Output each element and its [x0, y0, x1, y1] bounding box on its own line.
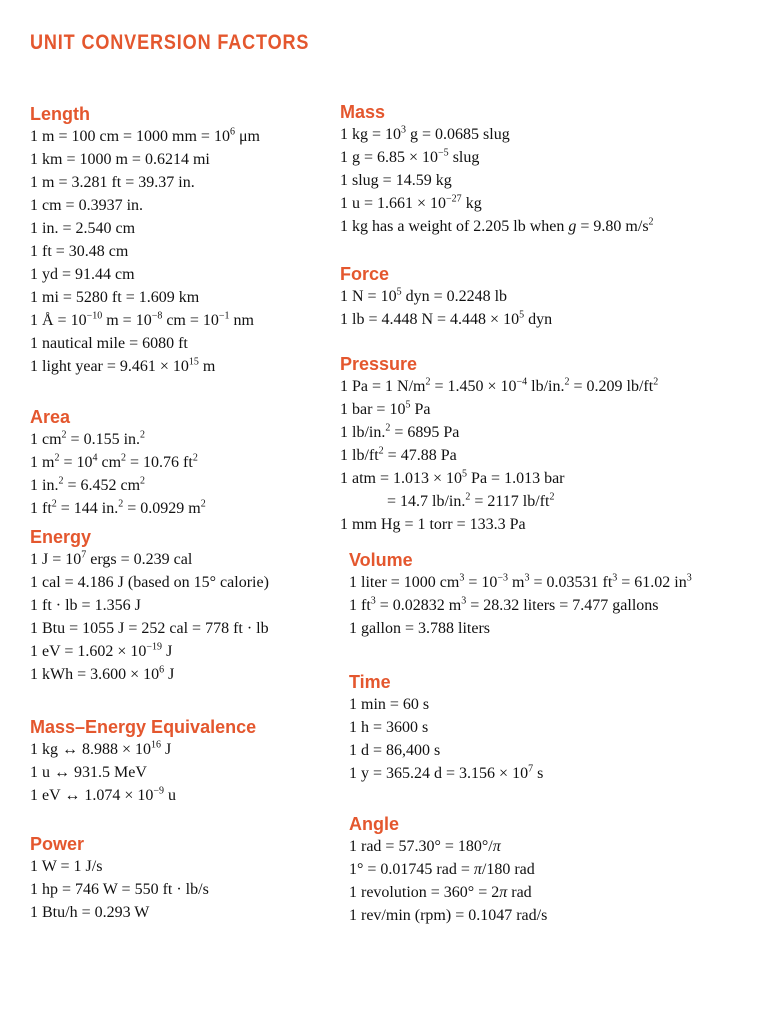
conversion-line: 1 u ↔ 931.5 MeV: [30, 764, 147, 781]
conversion-line: 1 kg has a weight of 2.205 lb when g = 9.80 $m/s^2$: [340, 216, 654, 235]
conversion-list-pressure: [340, 375, 658, 536]
conversion-line: 1 in. = 2.540 cm: [30, 220, 136, 237]
conversion-line: 1 eV ↔ $1.074 \times 10^{-9}$ u: [30, 785, 177, 804]
conversion-line: 1 W = 1 J/s: [30, 858, 103, 875]
section-heading-pressure: Pressure: [340, 354, 418, 374]
conversion-line: 1 revolution = 360° = 2π rad: [349, 884, 532, 901]
conversion-line: 1 kWh = $3.600 \times 10^6$ J: [30, 664, 175, 683]
conversion-line: 1 $J = 10^7$ ergs = 0.239 cal: [30, 549, 193, 568]
conversion-list-time: [349, 693, 543, 785]
conversion-line: 1 lb/in.$^2$ = 6895 Pa: [340, 422, 460, 441]
conversion-line: 1 $u = 1.661 \times 10^{-27}$ kg: [340, 193, 482, 212]
conversion-list-length: [30, 125, 260, 378]
conversion-line: 1 km = 1000 m = 0.6214 mi: [30, 151, 210, 168]
section-mass: [340, 101, 654, 238]
section-power: [30, 833, 209, 924]
conversion-line: = 14.7 lb/in.$^2$ = 2117 $lb/ft^2$: [387, 491, 555, 510]
section-time: [349, 671, 543, 785]
conversion-line: 1 liter = 1000 $cm^3 = 10^{-3}$ $m^3 = 0.03531$ $ft^3 = 61.02$ $in^3$: [349, 572, 692, 591]
conversion-line: 1 Btu/h = 0.293 W: [30, 904, 150, 921]
section-mass-energy: [30, 716, 256, 807]
conversion-list-mass: [340, 123, 654, 238]
section-heading-energy: Energy: [30, 527, 92, 547]
conversion-line: 1 nautical mile = 6080 ft: [30, 335, 188, 352]
conversion-line: 1 $ft^3 = 0.02832$ $m^3 = 28.32$ liters = 7.477 gallons: [349, 595, 659, 614]
section-pressure: [340, 353, 658, 536]
conversion-line: 1 eV = $1.602 \times 10^{-19}$ J: [30, 641, 173, 660]
conversion-line: 1 atm = $1.013 \times 10^5$ Pa = 1.013 bar: [340, 468, 565, 487]
conversion-list-angle: [349, 835, 547, 927]
conversion-line: 1 y = 365.24 $d = 3.156 \times 10^7$ s: [349, 763, 544, 782]
conversion-line: 1 mi = 5280 ft = 1.609 km: [30, 289, 200, 306]
section-heading-force: Force: [340, 264, 390, 284]
conversion-list-force: [340, 285, 552, 331]
conversion-line: 1 d = 86,400 s: [349, 742, 441, 759]
page-title: UNIT CONVERSION FACTORS: [30, 31, 310, 54]
conversion-line: 1 $lb/ft^2 = 47.88$ Pa: [340, 445, 457, 464]
conversion-list-power: [30, 855, 209, 924]
conversion-line: 1 light year = $9.461 \times 10^{15}$ m: [30, 356, 216, 375]
conversion-list-mass-energy: [30, 738, 256, 807]
section-angle: [349, 813, 547, 927]
conversion-list-volume: [349, 571, 692, 640]
conversion-line: 1 ft = 30.48 cm: [30, 243, 129, 260]
conversion-line: 1 cal = 4.186 J (based on 15° calorie): [30, 574, 269, 591]
conversion-line: 1 m = 100 cm = 1000 mm = $10^6$ μm: [30, 126, 260, 145]
section-heading-power: Power: [30, 834, 85, 854]
conversion-line: 1 $cm^2 = 0.155$ in.$^2$: [30, 429, 146, 448]
conversion-line: 1 bar = $10^5$ Pa: [340, 399, 431, 418]
conversion-line: 1 h = 3600 s: [349, 719, 429, 736]
conversion-line: 1 gallon = 3.788 liters: [349, 620, 491, 637]
conversion-line: 1 $ft^2 = 144$ in.$^2$ = 0.0929 $m^2$: [30, 498, 206, 517]
conversion-list-energy: [30, 548, 269, 686]
conversion-line: 1 m = 3.281 ft = 39.37 in.: [30, 174, 195, 191]
section-heading-volume: Volume: [349, 550, 413, 570]
section-heading-mass-energy: Mass–Energy Equivalence: [30, 717, 257, 737]
conversion-line: 1 Pa = 1 $N/m^2 = 1.450 \times 10^{-4}$ lb/in.$^2$ = 0.209 $lb/ft^2$: [340, 376, 659, 395]
conversion-line: 1 in.$^2$ = 6.452 $cm^2$: [30, 475, 146, 494]
conversion-line: 1 kg = $10^3$ g = 0.0685 slug: [340, 124, 510, 143]
conversion-line: 1 Btu = 1055 J = 252 cal = 778 ft · lb: [30, 620, 269, 637]
section-heading-angle: Angle: [349, 814, 400, 834]
conversion-line: 1 ft · lb = 1.356 J: [30, 597, 141, 614]
conversion-line: 1 rad = 57.30° = 180°/π: [349, 838, 501, 855]
section-energy: [30, 526, 269, 686]
conversion-line: 1 kg ↔ $8.988 \times 10^{16}$ J: [30, 739, 172, 758]
conversion-line: 1 cm = 0.3937 in.: [30, 197, 144, 214]
section-length: [30, 103, 260, 378]
section-heading-area: Area: [30, 407, 71, 427]
conversion-line: 1 hp = 746 W = 550 ft · lb/s: [30, 881, 209, 898]
conversion-line: 1 $N = 10^5$ dyn = 0.2248 lb: [340, 286, 508, 305]
conversion-line: 1 min = 60 s: [349, 696, 430, 713]
conversion-line: 1 rev/min (rpm) = 0.1047 rad/s: [349, 907, 548, 924]
section-heading-time: Time: [349, 672, 391, 692]
conversion-line: 1 yd = 91.44 cm: [30, 266, 135, 283]
conversion-line: 1 $g = 6.85 \times 10^{-5}$ slug: [340, 147, 480, 166]
section-area: [30, 406, 206, 520]
conversion-list-area: [30, 428, 206, 520]
section-volume: [349, 549, 692, 640]
conversion-line: 1 mm Hg = 1 torr = 133.3 Pa: [340, 516, 526, 533]
conversion-line: 1 slug = 14.59 kg: [340, 172, 452, 189]
conversion-line: 1 lb = 4.448 $N = 4.448 \times 10^5$ dyn: [340, 309, 553, 328]
conversion-line: 1 Å = $10^{-10}$ $m = 10^{-8}$ cm = $10^{-1}$ nm: [30, 310, 254, 329]
section-heading-length: Length: [30, 104, 90, 124]
section-force: [340, 263, 552, 331]
conversion-line: 1° = 0.01745 rad = π/180 rad: [349, 861, 535, 878]
conversion-line: 1 $m^2 = 10^4$ $cm^2 = 10.76$ $ft^2$: [30, 452, 198, 471]
section-heading-mass: Mass: [340, 102, 386, 122]
